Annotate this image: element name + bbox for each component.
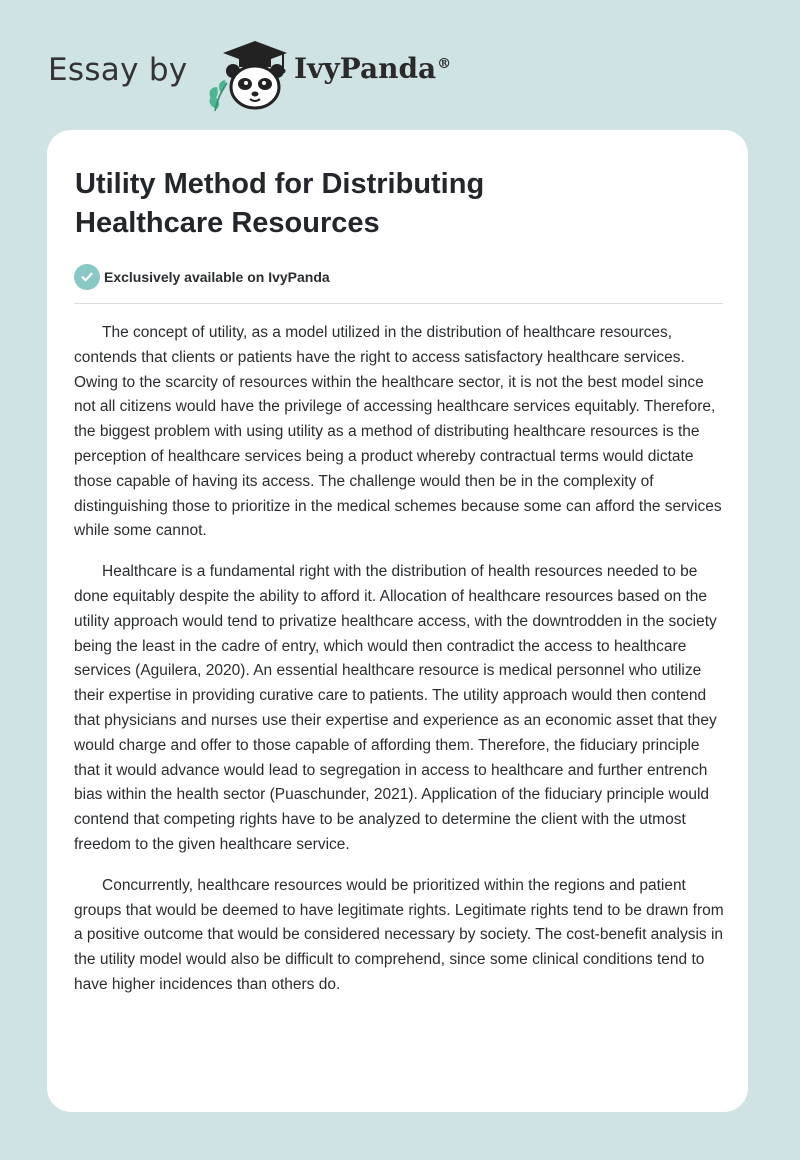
essay-card — [47, 130, 748, 1112]
check-icon — [74, 264, 100, 290]
exclusive-badge — [74, 263, 330, 290]
panda-graduate-logo-icon — [203, 35, 293, 113]
brand-name: IvyPanda® — [294, 52, 452, 85]
exclusive-text: Exclusively available on IvyPanda — [104, 268, 330, 285]
divider — [74, 303, 723, 304]
essay-title: Utility Method for Distributing Healthcare Resources — [75, 168, 485, 239]
paragraph: The concept of utility, as a model utilized in the distribution of healthcare resources, contends that clients or patients have the right to access satisfactory healthcare services. Owing to the scarcity of resources within the healthcare sector, it is not the best model since not all citizens would have the privilege of accessing healthcare services equitably. Therefore, the biggest problem with using utility as a method of distributing healthcare resources is the perception of healthcare services being a product whereby contractual terms would dictate those capable of having its access. The challenge would then be in the complexity of distinguishing those to prioritize in the medical schemes because some can afford the services while some cannot. — [74, 324, 722, 540]
brand-prefix: Essay by — [48, 52, 188, 88]
brand-header[interactable] — [48, 30, 468, 110]
registered-mark: ® — [437, 55, 452, 72]
paragraph: Healthcare is a fundamental right with the distribution of health resources needed to be done equitably despite the ability to afford it. Allocation of healthcare resources based on the utility approach would tend to privatize healthcare access, with the downtrodden in the society being the least in the cadre of entry, which would then contradict the access to healthcare services (Aguilera, 2020). An essential healthcare resource is medical personnel who utilize their expertise in providing curative care to patients. The utility approach would then contend that physicians and nurses use their expertise and experience as an economic asset that they would charge and offer to those capable of affording them. Therefore, the fiduciary principle that it would advance would lead to segregation in access to healthcare and further entrench bias within the health sector (Puaschunder, 2021). Application of the fiduciary principle would contend that competing rights have to be analyzed to determine the client with the utmost freedom to the given healthcare service. — [74, 563, 717, 853]
paragraph: Concurrently, healthcare resources would be prioritized within the regions and patient groups that would be deemed to have legitimate rights. Legitimate rights tend to be drawn from a positive outcome that would be considered necessary by society. The cost-benefit analysis in the utility model would also be difficult to comprehend, since some clinical conditions tend to have higher incidences than others do. — [74, 876, 724, 993]
essay-body — [74, 321, 724, 1014]
